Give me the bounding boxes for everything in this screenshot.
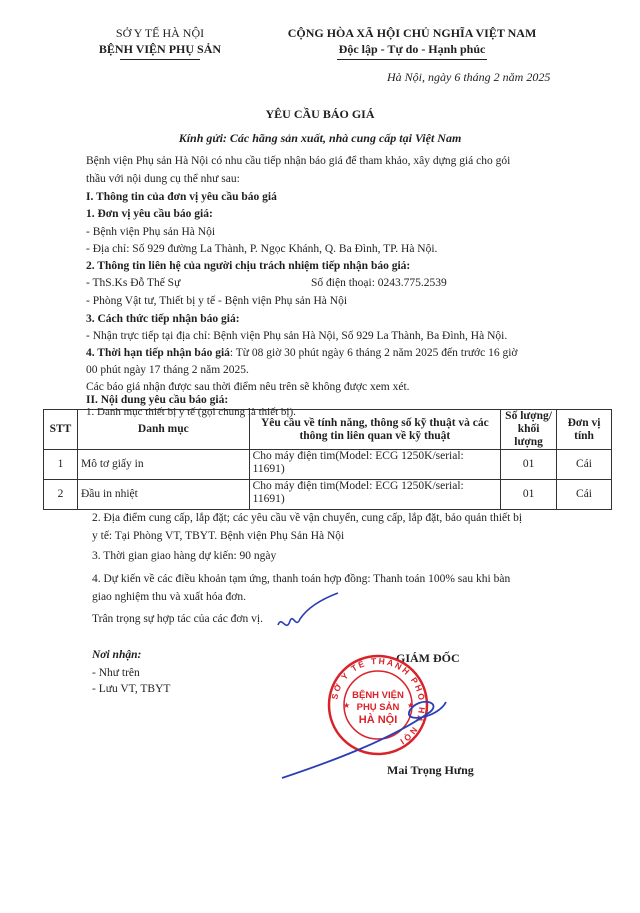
payment-terms-line1: 4. Dự kiến về các điều khoản tạm ứng, thanh toán hợp đồng: Thanh toán 100% sau khi bàn: [92, 573, 511, 585]
section1-item3-heading: 3. Cách thức tiếp nhận báo giá:: [86, 313, 240, 325]
stamp-line1: BỆNH VIỆN: [352, 690, 404, 701]
recipient-item: - Như trên: [92, 667, 140, 679]
section1-item3-line: - Nhận trực tiếp tại địa chỉ: Bệnh viện Phụ sản Hà Nội, Số 929 La Thành, Ba Đình, Hà Nội.: [86, 330, 508, 342]
late-note: Các báo giá nhận được sau thời điểm nêu trên sẽ không được xem xét.: [86, 381, 410, 393]
table-row: [44, 480, 612, 510]
header-spec: Yêu cầu về tính năng, thông số kỹ thuật và các thông tin liên quan về kỹ thuật: [249, 410, 501, 450]
recipient-item: - Lưu VT, TBYT: [92, 683, 171, 695]
org-underline: [120, 59, 200, 60]
row-spec: Cho máy điện tim(Model: ECG 1250K/serial: 11691): [249, 450, 501, 480]
section1-item1-line2: - Địa chỉ: Số 929 đường La Thành, P. Ngọc Khánh, Q. Ba Đình, TP. Hà Nội.: [86, 243, 438, 255]
contact-department: - Phòng Vật tư, Thiết bị y tế - Bệnh viện Phụ sản Hà Nội: [86, 295, 348, 307]
recipient-text: Kính gửi: Các hãng sản xuất, nhà cung cấp tại Việt Nam: [178, 131, 462, 145]
delivery-location-line2: y tế: Tại Phòng VT, TBYT. Bệnh viện Phụ Sản Hà Nội: [92, 530, 345, 542]
intro-line-2: thầu với nội dung cụ thể như sau:: [86, 173, 240, 185]
svg-text:★: ★: [343, 701, 351, 710]
section1-item4-heading: 4. Thời hạn tiếp nhận báo giá: [86, 347, 230, 359]
row-unit: Cái: [557, 480, 612, 510]
section1-item2-heading: 2. Thông tin liên hệ của người chịu trách nhiệm tiếp nhận báo giá:: [86, 260, 411, 272]
stamp-line3: HÀ NỘI: [358, 714, 398, 726]
recipient-line: [0, 131, 640, 146]
row-stt: 1: [44, 450, 78, 480]
section1-item1-line1: - Bệnh viện Phụ sản Hà Nội: [86, 226, 216, 238]
org-parent: SỞ Y TẾ HÀ NỘI: [115, 26, 205, 40]
signer-title: GIÁM ĐỐC: [396, 651, 460, 665]
delivery-time: 3. Thời gian giao hàng dự kiến: 90 ngày: [92, 550, 277, 562]
nation-motto: Độc lập - Tự do - Hạnh phúc: [338, 42, 486, 56]
delivery-location-line1: 2. Địa điểm cung cấp, lắp đặt; các yêu cầu về vận chuyển, cung cấp, lắp đặt, bảo quản thiết bị: [92, 512, 523, 524]
section2-heading: II. Nội dung yêu cầu báo giá:: [86, 394, 229, 406]
section1-heading: I. Thông tin của đơn vị yêu cầu báo giá: [86, 191, 277, 203]
stamp-line2: PHỤ SẢN: [356, 702, 400, 713]
table-header-row: [44, 410, 612, 450]
equipment-list-intro: 1. Danh mục thiết bị y tế (gọi chung là thiết bị).: [86, 406, 296, 418]
header-item-name: Danh mục: [77, 410, 249, 450]
header-unit: Đơn vị tính: [557, 410, 612, 450]
row-quantity: 01: [501, 480, 557, 510]
initial-signature: [260, 585, 360, 645]
document-title: YÊU CẦU BÁO GIÁ: [265, 107, 375, 121]
header-quantity: Số lượng/ khối lượng: [501, 410, 557, 450]
org-name: BỆNH VIỆN PHỤ SẢN: [98, 42, 222, 56]
section1-item4-text: : Từ 08 giờ 30 phút ngày 6 tháng 2 năm 2025 đến trước 16 giờ: [229, 347, 518, 359]
row-quantity: 01: [501, 450, 557, 480]
payment-terms-line2: giao nghiệm thu và xuất hóa đơn.: [92, 591, 246, 603]
recipients-heading: Nơi nhận:: [92, 649, 142, 661]
section1-item4: [86, 347, 518, 359]
closing-line: Trân trọng sự hợp tác của các đơn vị.: [92, 613, 263, 625]
row-name: Mô tơ giấy in: [77, 450, 249, 480]
date-line: Hà Nội, ngày 6 tháng 2 năm 2025: [387, 70, 551, 84]
contact-phone: Số điện thoại: 0243.775.2539: [311, 277, 447, 289]
svg-text:★: ★: [407, 701, 415, 710]
stamp-ring-text: SỞ Y TẾ THÀNH PHỐ HÀ NỘI: [329, 655, 428, 748]
signer-name: Mai Trọng Hưng: [387, 763, 474, 777]
header-stt: STT: [44, 410, 78, 450]
motto-underline: [337, 59, 487, 60]
table-row: [44, 450, 612, 480]
section1-item4-text2: 00 phút ngày 17 tháng 2 năm 2025.: [86, 364, 249, 376]
contact-name: - ThS.Ks Đỗ Thế Sự: [86, 277, 181, 289]
section1-item1-heading: 1. Đơn vị yêu cầu báo giá:: [86, 208, 213, 220]
row-stt: 2: [44, 480, 78, 510]
row-name: Đầu in nhiệt: [77, 480, 249, 510]
equipment-table: [43, 409, 612, 510]
nation-title: CỘNG HÒA XÃ HỘI CHỦ NGHĨA VIỆT NAM: [287, 26, 537, 40]
intro-line-1: Bệnh viện Phụ sản Hà Nội có nhu cầu tiếp nhận báo giá để tham khảo, xây dựng giá cho gói: [86, 155, 511, 167]
row-unit: Cái: [557, 450, 612, 480]
row-spec: Cho máy điện tim(Model: ECG 1250K/serial: 11691): [249, 480, 501, 510]
